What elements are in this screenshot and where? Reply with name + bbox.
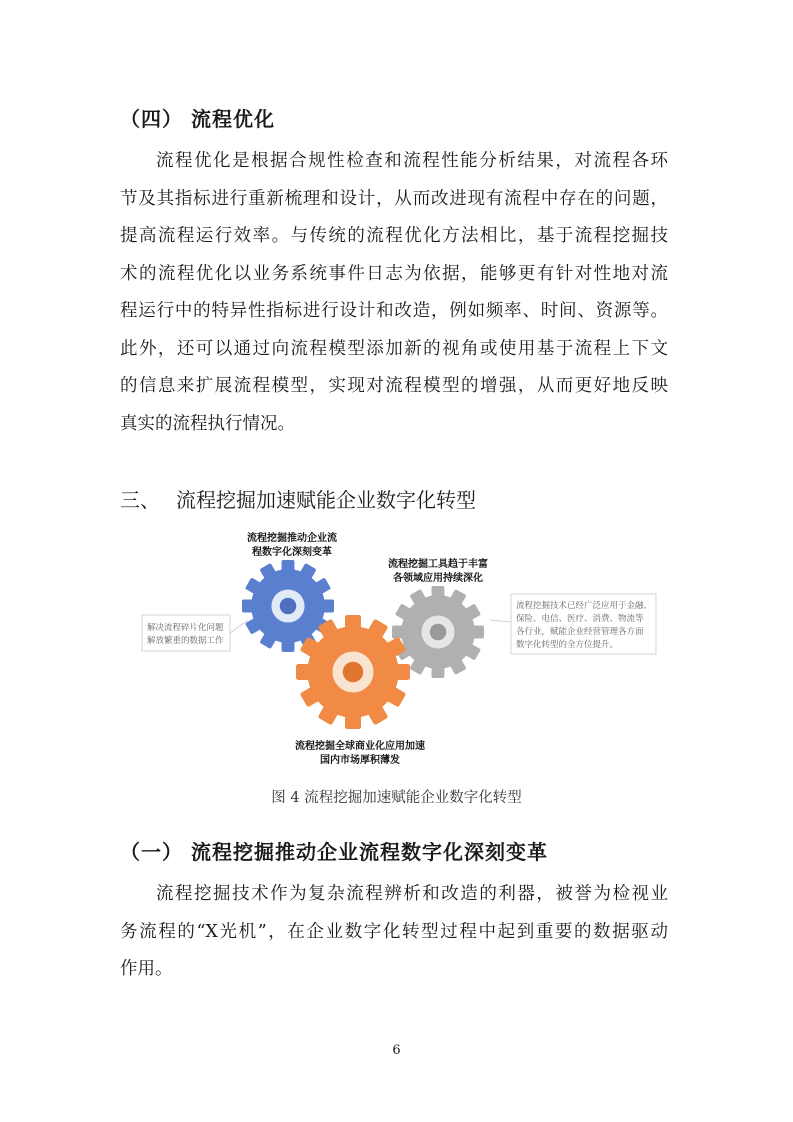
section-heading-1: （一） 流程挖掘推动企业流程数字化深刻变革 <box>120 840 548 864</box>
section-heading-3 <box>120 484 476 513</box>
blue-gear-label: 程数字化深刻变革 <box>252 547 332 558</box>
right-note-line: 数字化转型的全方位提升。 <box>516 640 619 650</box>
gray-gear-label: 流程挖掘工具趋于丰富 <box>388 559 488 570</box>
paragraph-line: 真实的流程执行情况。 <box>120 413 295 434</box>
paragraph-line: 提高流程运行效率。与传统的流程优化方法相比，基于流程挖掘技 <box>120 226 668 246</box>
figure-caption: 图 4 流程挖掘加速赋能企业数字化转型 <box>271 790 522 806</box>
paragraph-line: 此外，还可以通过向流程模型添加新的视角或使用基于流程上下文 <box>120 338 668 359</box>
paragraph-line: 流程挖掘技术作为复杂流程辨析和改造的利器，被誉为检视业 <box>156 884 668 904</box>
right-note-line: 流程挖掘技术已经广泛应用于金融、 <box>516 601 653 611</box>
paragraph-line: 流程优化是根据合规性检查和流程性能分析结果，对流程各环 <box>156 151 668 171</box>
paragraph-line: 术的流程优化以业务系统事件日志为依据，能够更有针对性地对流 <box>120 263 668 284</box>
section-number: 三、 <box>120 488 160 512</box>
gray-gear-label: 各领域应用持续深化 <box>393 573 483 584</box>
orange-gear-label: 国内市场厚积薄发 <box>320 755 400 766</box>
paragraph-process-mining <box>120 876 668 989</box>
paragraph-line: 作用。 <box>120 959 173 979</box>
left-note-line: 解决流程碎片化问题 <box>147 623 224 633</box>
paragraph-process-optimization <box>120 143 668 443</box>
page-number: 6 <box>392 1043 401 1058</box>
section-heading-4: （四） 流程优化 <box>120 107 275 131</box>
paragraph-line: 务流程的“X光机”，在企业数字化转型过程中起到重要的数据驱动 <box>120 921 668 942</box>
left-note-line: 解放繁重的数据工作 <box>147 636 224 646</box>
blue-gear-icon <box>242 560 334 652</box>
paragraph-line: 程运行中的特异性指标进行设计和改造，例如频率、时间、资源等。 <box>120 301 668 321</box>
section-title: 流程挖掘加速赋能企业数字化转型 <box>176 488 476 512</box>
right-note-line: 各行业，赋能企业经营管理各方面 <box>516 627 644 637</box>
paragraph-line: 节及其指标进行重新梳理和设计，从而改进现有流程中存在的问题， <box>120 188 668 209</box>
orange-gear-label: 流程挖掘全球商业化应用加速 <box>295 741 425 752</box>
blue-gear-label: 流程挖掘推动企业流 <box>247 533 337 544</box>
right-note-line: 保险、电信、医疗、消费、物流等 <box>516 614 644 624</box>
paragraph-line: 的信息来扩展流程模型，实现对流程模型的增强，从而更好地反映 <box>120 376 668 396</box>
gears-figure <box>130 522 660 772</box>
